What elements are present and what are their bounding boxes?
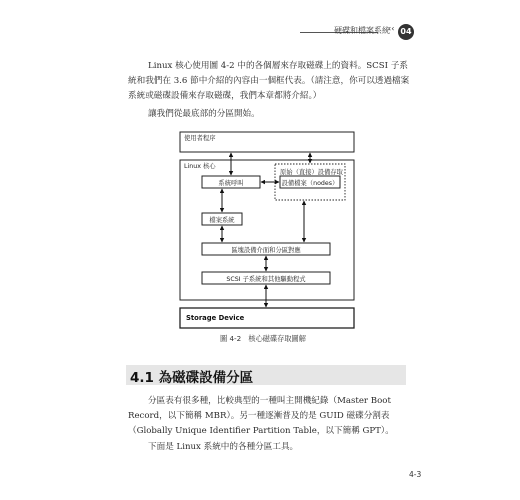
paragraph-partition-tables: 分區表有很多種，比較典型的一種叫主開機紀錄（Master Boot Record，以下簡稱 MBR）。另一種逐漸普及的是 GUID 磁碟分割表（Globally Unique Identifier Partition Table，以下簡稱 GPT）。 — [128, 396, 394, 436]
chapter-number-badge: 04 — [398, 24, 414, 40]
filesystem-label: 檔案系統 — [209, 217, 235, 224]
raw-access-label: 原始（直接）設備存取 — [280, 169, 343, 176]
figure-caption: 圖 4-2 核心磁碟存取圖解 — [220, 334, 306, 343]
chapter-arrow-icon: ‹‹ — [388, 24, 395, 33]
linux-kernel-label: Linux 核心 — [184, 163, 216, 170]
page-number: 4-3 — [409, 470, 422, 479]
block-device-interface-label: 區塊設備介面和分區對應 — [231, 247, 301, 254]
system-calls-label: 系統呼叫 — [218, 180, 244, 187]
user-processes-label: 使用者程序 — [184, 135, 216, 142]
device-files-label: 設備檔案（nodes） — [281, 180, 339, 187]
paragraph-partition-tools: 下面是 Linux 系統中的各種分區工具。 — [148, 442, 299, 452]
paragraph-start-bottom: 讓我們從最底部的分區開始。 — [148, 109, 260, 119]
chapter-title: 硬碟和檔案系統 — [334, 26, 390, 35]
storage-device-label: Storage Device — [186, 314, 245, 322]
scsi-subsystem-label: SCSI 子系統和其他驅動程式 — [226, 276, 306, 283]
section-title: 4.1 為磁碟設備分區 — [130, 370, 254, 386]
paragraph-intro: Linux 核心使用圖 4-2 中的各個層來存取磁碟上的資料。SCSI 子系統和我們在 3.6 節中介紹的內容由一個框代表。（請注意，你可以透過檔案系統或磁碟設備來存取磁碟，我們本章都將介紹。） — [128, 61, 410, 101]
